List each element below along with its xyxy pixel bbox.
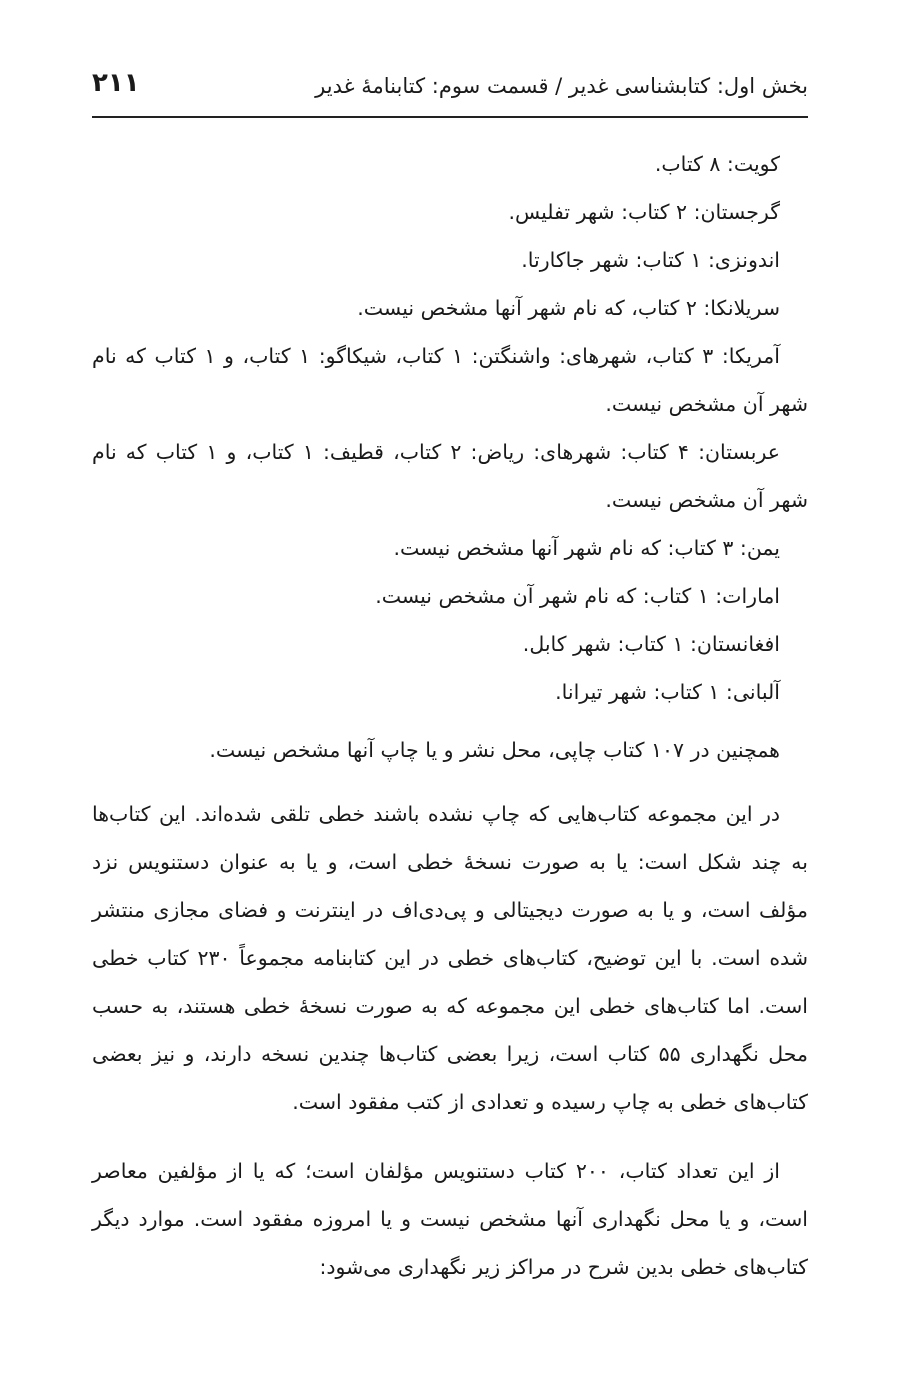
list-item: کویت: ۸ کتاب.: [654, 152, 780, 176]
list-item: امارات: ۱ کتاب: که نام شهر آن مشخص نیست.: [375, 584, 780, 608]
body-paragraph: از این تعداد کتاب، ۲۰۰ کتاب دستنویس مؤلفان است؛ که یا از مؤلفین معاصر است، و یا محل نگهداری آنها مشخص نیست و یا امروزه مفقود است. موارد دیگر کتاب‌های خطی بدین شرح در مراکز زیر نگهداری می‌شود:: [92, 1158, 808, 1279]
list-item: آمریکا: ۳ کتاب، شهرهای: واشنگتن: ۱ کتاب، شیکاگو: ۱ کتاب، و ۱ کتاب که نام شهر آن مشخص نیست.: [92, 344, 808, 416]
list-item: گرجستان: ۲ کتاب: شهر تفلیس.: [508, 200, 780, 224]
header-title: بخش اول: کتابشناسی غدیر / قسمت سوم: کتابنامهٔ غدیر: [315, 74, 808, 98]
page-content: [92, 140, 808, 1311]
running-header: [92, 64, 808, 118]
list-item: سریلانکا: ۲ کتاب، که نام شهر آنها مشخص نیست.: [357, 296, 780, 320]
list-item: آلبانی: ۱ کتاب: شهر تیرانا.: [555, 680, 780, 704]
list-item: افغانستان: ۱ کتاب: شهر کابل.: [522, 632, 780, 656]
country-list: [92, 140, 808, 716]
list-item: عربستان: ۴ کتاب: شهرهای: ریاض: ۲ کتاب، قطیف: ۱ کتاب، و ۱ کتاب که نام شهر آن مشخص نیست.: [92, 440, 808, 512]
list-item: یمن: ۳ کتاب: که نام شهر آنها مشخص نیست.: [393, 536, 780, 560]
page-number: ۲۱۱: [92, 68, 140, 98]
body-paragraph: در این مجموعه کتاب‌هایی که چاپ نشده باشند خطی تلقی شده‌اند. این کتاب‌ها به چند شکل است: یا به صورت نسخهٔ خطی است، و یا به عنوان دستنویس نزد مؤلف است، و یا به صورت دیجیتالی و پی‌دی‌اف در اینترنت و فضای مجازی منتشر شده است. با این توضیح، کتاب‌های خطی در این کتابنامه مجموعاً ۲۳۰ کتاب خطی است. اما کتاب‌های خطی این مجموعه که به صورت نسخهٔ خطی هستند، به حسب محل نگهداری ۵۵ کتاب است، زیرا بعضی کتاب‌ها چندین نسخه دارند، و نیز بعضی کتاب‌های خطی به چاپ رسیده و تعدادی از کتب مفقود است.: [92, 802, 808, 1114]
summary-line: همچنین در ۱۰۷ کتاب چاپی، محل نشر و یا چاپ آنها مشخص نیست.: [209, 738, 780, 762]
list-item: اندونزی: ۱ کتاب: شهر جاکارتا.: [521, 248, 780, 272]
